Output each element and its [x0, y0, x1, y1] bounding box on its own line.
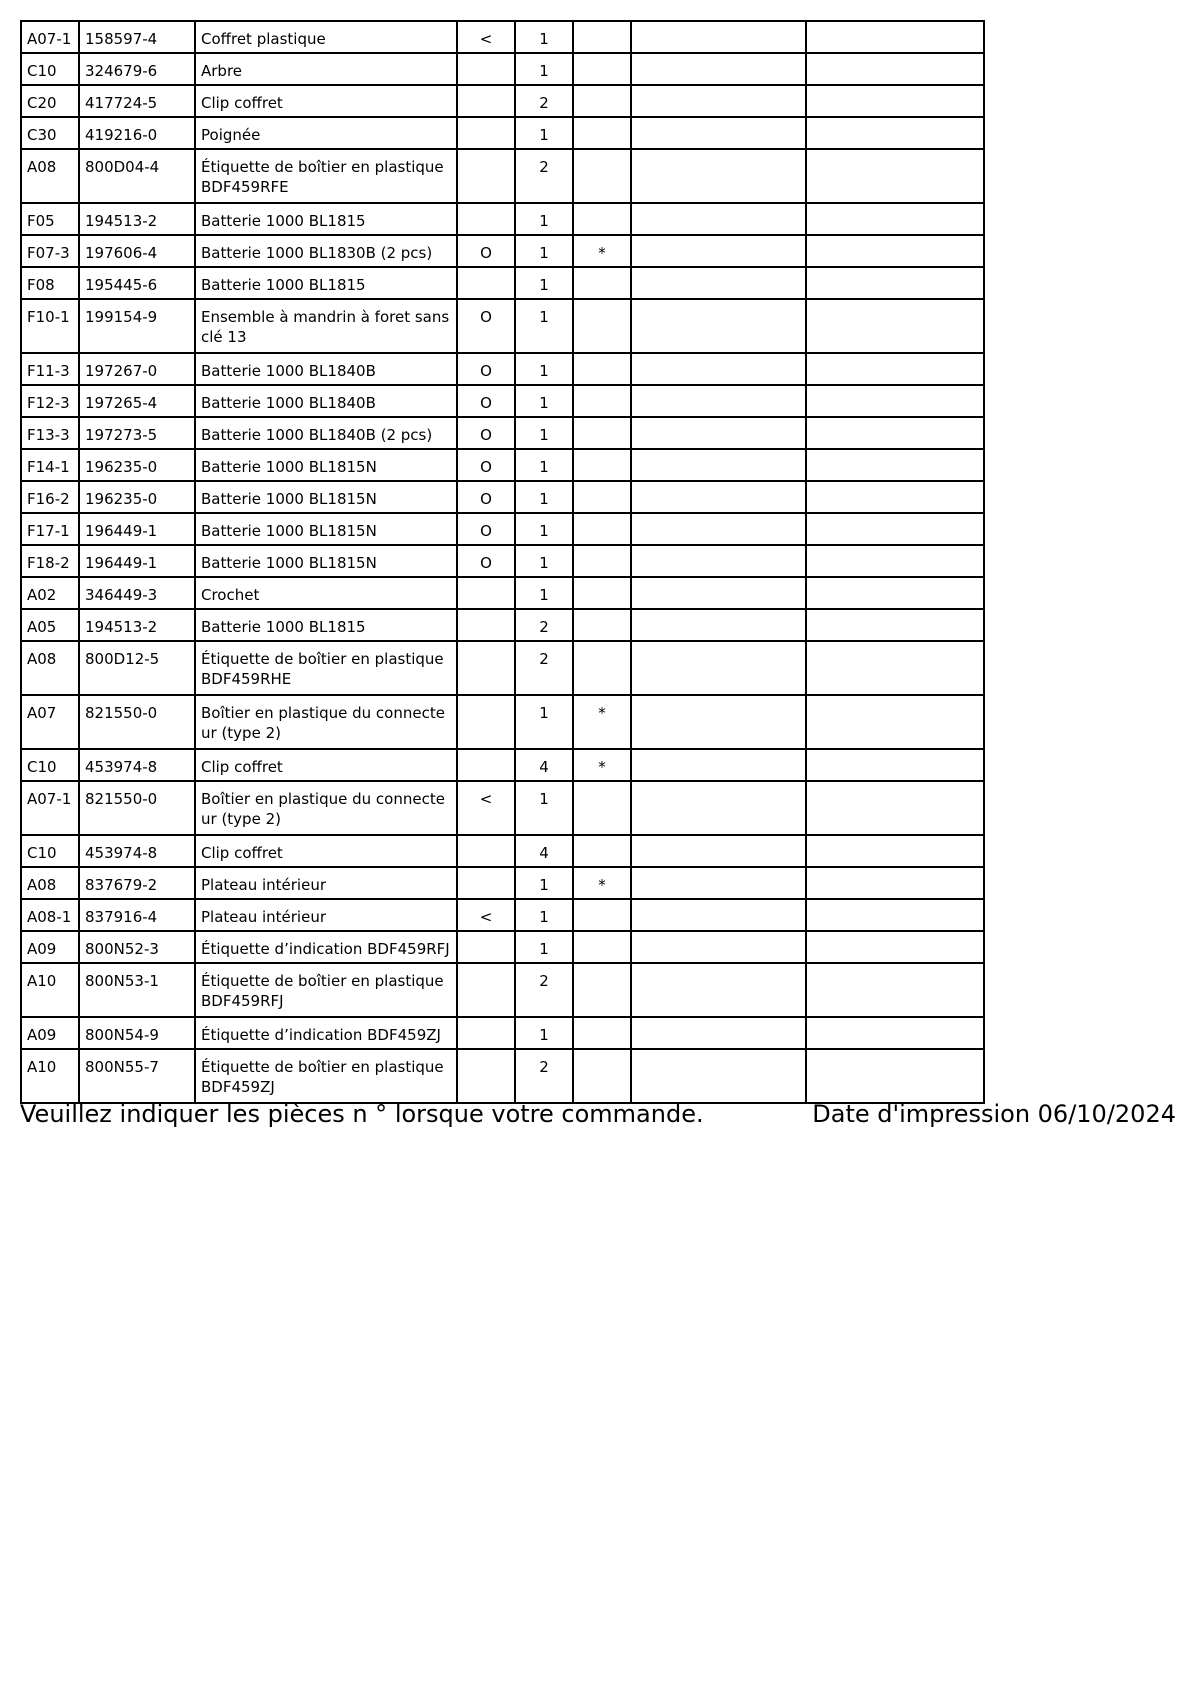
- quantity-cell: 1: [515, 899, 573, 931]
- note-cell: [573, 577, 631, 609]
- blank-cell: [631, 1017, 806, 1049]
- ref-cell: F05: [21, 203, 79, 235]
- blank-cell: [806, 449, 984, 481]
- note-cell: [573, 641, 631, 695]
- quantity-cell: 1: [515, 449, 573, 481]
- blank-cell: [631, 21, 806, 53]
- blank-cell: [806, 577, 984, 609]
- part-number-cell: 419216-0: [79, 117, 195, 149]
- table-row: [21, 641, 984, 695]
- description-cell: Batterie 1000 BL1815N: [195, 481, 457, 513]
- blank-cell: [806, 53, 984, 85]
- table-row: [21, 899, 984, 931]
- ref-cell: F16-2: [21, 481, 79, 513]
- part-number-cell: 800D12-5: [79, 641, 195, 695]
- blank-cell: [806, 749, 984, 781]
- description-cell: Arbre: [195, 53, 457, 85]
- note-cell: [573, 353, 631, 385]
- ref-cell: A08: [21, 641, 79, 695]
- mark-cell: [457, 53, 515, 85]
- ref-cell: A07-1: [21, 781, 79, 835]
- note-cell: [573, 417, 631, 449]
- blank-cell: [631, 117, 806, 149]
- ref-cell: C10: [21, 835, 79, 867]
- note-cell: [573, 299, 631, 353]
- blank-cell: [631, 353, 806, 385]
- description-cell: Étiquette de boîtier en plastique BDF459RFJ: [195, 963, 457, 1017]
- mark-cell: [457, 1017, 515, 1049]
- quantity-cell: 2: [515, 1049, 573, 1103]
- description-cell: Clip coffret: [195, 835, 457, 867]
- mark-cell: <: [457, 781, 515, 835]
- note-cell: [573, 513, 631, 545]
- mark-cell: [457, 609, 515, 641]
- table-row: [21, 85, 984, 117]
- description-cell: Poignée: [195, 117, 457, 149]
- ref-cell: C30: [21, 117, 79, 149]
- part-number-cell: 821550-0: [79, 781, 195, 835]
- table-row: [21, 481, 984, 513]
- blank-cell: [631, 203, 806, 235]
- note-cell: [573, 963, 631, 1017]
- part-number-cell: 195445-6: [79, 267, 195, 299]
- part-number-cell: 196235-0: [79, 481, 195, 513]
- ref-cell: F14-1: [21, 449, 79, 481]
- blank-cell: [806, 299, 984, 353]
- quantity-cell: 2: [515, 85, 573, 117]
- part-number-cell: 800N52-3: [79, 931, 195, 963]
- table-row: [21, 299, 984, 353]
- description-cell: Batterie 1000 BL1815N: [195, 513, 457, 545]
- part-number-cell: 196235-0: [79, 449, 195, 481]
- blank-cell: [631, 449, 806, 481]
- mark-cell: [457, 835, 515, 867]
- description-cell: Batterie 1000 BL1840B: [195, 385, 457, 417]
- table-row: [21, 203, 984, 235]
- blank-cell: [806, 695, 984, 749]
- mark-cell: [457, 117, 515, 149]
- part-number-cell: 453974-8: [79, 749, 195, 781]
- ref-cell: A10: [21, 1049, 79, 1103]
- part-number-cell: 197273-5: [79, 417, 195, 449]
- part-number-cell: 197265-4: [79, 385, 195, 417]
- blank-cell: [631, 299, 806, 353]
- quantity-cell: 1: [515, 53, 573, 85]
- ref-cell: A09: [21, 1017, 79, 1049]
- description-cell: Batterie 1000 BL1830B (2 pcs): [195, 235, 457, 267]
- note-cell: *: [573, 867, 631, 899]
- blank-cell: [806, 835, 984, 867]
- blank-cell: [631, 513, 806, 545]
- description-cell: Batterie 1000 BL1815N: [195, 545, 457, 577]
- quantity-cell: 2: [515, 641, 573, 695]
- note-cell: [573, 117, 631, 149]
- description-cell: Crochet: [195, 577, 457, 609]
- part-number-cell: 800N54-9: [79, 1017, 195, 1049]
- description-cell: Batterie 1000 BL1815: [195, 203, 457, 235]
- description-cell: Boîtier en plastique du connecte ur (type 2): [195, 781, 457, 835]
- quantity-cell: 1: [515, 695, 573, 749]
- blank-cell: [631, 267, 806, 299]
- table-row: [21, 867, 984, 899]
- table-row: [21, 545, 984, 577]
- blank-cell: [631, 899, 806, 931]
- quantity-cell: 2: [515, 149, 573, 203]
- ref-cell: A08: [21, 867, 79, 899]
- description-cell: Clip coffret: [195, 85, 457, 117]
- note-cell: [573, 609, 631, 641]
- mark-cell: O: [457, 385, 515, 417]
- quantity-cell: 1: [515, 417, 573, 449]
- quantity-cell: 1: [515, 353, 573, 385]
- ref-cell: A02: [21, 577, 79, 609]
- ref-cell: F12-3: [21, 385, 79, 417]
- ref-cell: A08-1: [21, 899, 79, 931]
- blank-cell: [806, 481, 984, 513]
- quantity-cell: 1: [515, 235, 573, 267]
- description-cell: Batterie 1000 BL1815: [195, 609, 457, 641]
- description-cell: Coffret plastique: [195, 21, 457, 53]
- table-row: [21, 235, 984, 267]
- quantity-cell: 1: [515, 931, 573, 963]
- blank-cell: [806, 117, 984, 149]
- note-cell: [573, 781, 631, 835]
- blank-cell: [806, 267, 984, 299]
- mark-cell: O: [457, 449, 515, 481]
- note-cell: *: [573, 695, 631, 749]
- mark-cell: [457, 149, 515, 203]
- blank-cell: [631, 481, 806, 513]
- quantity-cell: 1: [515, 117, 573, 149]
- description-cell: Boîtier en plastique du connecte ur (type 2): [195, 695, 457, 749]
- blank-cell: [806, 21, 984, 53]
- mark-cell: [457, 577, 515, 609]
- note-cell: [573, 481, 631, 513]
- ref-cell: F18-2: [21, 545, 79, 577]
- description-cell: Batterie 1000 BL1815: [195, 267, 457, 299]
- blank-cell: [631, 235, 806, 267]
- blank-cell: [806, 353, 984, 385]
- description-cell: Ensemble à mandrin à foret sans clé 13: [195, 299, 457, 353]
- mark-cell: [457, 695, 515, 749]
- description-cell: Étiquette de boîtier en plastique BDF459RFE: [195, 149, 457, 203]
- order-instruction-note: Veuillez indiquer les pièces n ° lorsque votre commande.: [20, 1100, 704, 1128]
- mark-cell: O: [457, 417, 515, 449]
- mark-cell: [457, 85, 515, 117]
- table-row: [21, 1049, 984, 1103]
- blank-cell: [631, 641, 806, 695]
- table-row: [21, 267, 984, 299]
- description-cell: Clip coffret: [195, 749, 457, 781]
- ref-cell: A05: [21, 609, 79, 641]
- blank-cell: [631, 85, 806, 117]
- description-cell: Plateau intérieur: [195, 867, 457, 899]
- blank-cell: [806, 899, 984, 931]
- mark-cell: <: [457, 899, 515, 931]
- blank-cell: [806, 781, 984, 835]
- note-cell: [573, 1049, 631, 1103]
- blank-cell: [631, 749, 806, 781]
- quantity-cell: 1: [515, 385, 573, 417]
- blank-cell: [806, 235, 984, 267]
- quantity-cell: 1: [515, 21, 573, 53]
- table-row: [21, 417, 984, 449]
- blank-cell: [631, 695, 806, 749]
- ref-cell: F11-3: [21, 353, 79, 385]
- quantity-cell: 1: [515, 203, 573, 235]
- part-number-cell: 800D04-4: [79, 149, 195, 203]
- blank-cell: [631, 545, 806, 577]
- table-row: [21, 385, 984, 417]
- table-row: [21, 449, 984, 481]
- quantity-cell: 2: [515, 963, 573, 1017]
- table-row: [21, 513, 984, 545]
- part-number-cell: 453974-8: [79, 835, 195, 867]
- blank-cell: [806, 545, 984, 577]
- description-cell: Plateau intérieur: [195, 899, 457, 931]
- table-row: [21, 117, 984, 149]
- quantity-cell: 1: [515, 299, 573, 353]
- table-row: [21, 149, 984, 203]
- quantity-cell: 1: [515, 513, 573, 545]
- blank-cell: [806, 149, 984, 203]
- note-cell: [573, 267, 631, 299]
- description-cell: Batterie 1000 BL1840B: [195, 353, 457, 385]
- quantity-cell: 1: [515, 481, 573, 513]
- mark-cell: [457, 1049, 515, 1103]
- description-cell: Étiquette de boîtier en plastique BDF459ZJ: [195, 1049, 457, 1103]
- table-row: [21, 21, 984, 53]
- table-row: [21, 353, 984, 385]
- blank-cell: [806, 963, 984, 1017]
- quantity-cell: 1: [515, 867, 573, 899]
- mark-cell: O: [457, 513, 515, 545]
- mark-cell: O: [457, 545, 515, 577]
- blank-cell: [631, 577, 806, 609]
- blank-cell: [806, 203, 984, 235]
- part-number-cell: 196449-1: [79, 545, 195, 577]
- quantity-cell: 1: [515, 577, 573, 609]
- ref-cell: A07-1: [21, 21, 79, 53]
- part-number-cell: 197267-0: [79, 353, 195, 385]
- ref-cell: F08: [21, 267, 79, 299]
- quantity-cell: 4: [515, 749, 573, 781]
- note-cell: [573, 149, 631, 203]
- part-number-cell: 837916-4: [79, 899, 195, 931]
- blank-cell: [806, 85, 984, 117]
- ref-cell: F10-1: [21, 299, 79, 353]
- ref-cell: A08: [21, 149, 79, 203]
- blank-cell: [806, 641, 984, 695]
- mark-cell: [457, 267, 515, 299]
- ref-cell: F07-3: [21, 235, 79, 267]
- note-cell: [573, 85, 631, 117]
- blank-cell: [806, 867, 984, 899]
- part-number-cell: 346449-3: [79, 577, 195, 609]
- note-cell: *: [573, 749, 631, 781]
- note-cell: [573, 385, 631, 417]
- description-cell: Batterie 1000 BL1815N: [195, 449, 457, 481]
- note-cell: [573, 899, 631, 931]
- quantity-cell: 1: [515, 1017, 573, 1049]
- table-row: [21, 749, 984, 781]
- part-number-cell: 800N55-7: [79, 1049, 195, 1103]
- part-number-cell: 324679-6: [79, 53, 195, 85]
- quantity-cell: 1: [515, 545, 573, 577]
- table-row: [21, 963, 984, 1017]
- blank-cell: [806, 417, 984, 449]
- ref-cell: F17-1: [21, 513, 79, 545]
- blank-cell: [631, 1049, 806, 1103]
- blank-cell: [806, 609, 984, 641]
- parts-table-body: [21, 21, 984, 1103]
- part-number-cell: 199154-9: [79, 299, 195, 353]
- note-cell: [573, 21, 631, 53]
- print-date: Date d'impression 06/10/2024: [812, 1100, 1176, 1128]
- blank-cell: [631, 781, 806, 835]
- blank-cell: [631, 149, 806, 203]
- blank-cell: [806, 1049, 984, 1103]
- part-number-cell: 837679-2: [79, 867, 195, 899]
- note-cell: [573, 203, 631, 235]
- mark-cell: O: [457, 481, 515, 513]
- description-cell: Étiquette d’indication BDF459RFJ: [195, 931, 457, 963]
- blank-cell: [806, 513, 984, 545]
- part-number-cell: 194513-2: [79, 609, 195, 641]
- quantity-cell: 1: [515, 781, 573, 835]
- table-row: [21, 781, 984, 835]
- table-row: [21, 609, 984, 641]
- note-cell: [573, 53, 631, 85]
- table-row: [21, 53, 984, 85]
- mark-cell: [457, 931, 515, 963]
- quantity-cell: 1: [515, 267, 573, 299]
- blank-cell: [806, 385, 984, 417]
- part-number-cell: 194513-2: [79, 203, 195, 235]
- blank-cell: [631, 867, 806, 899]
- mark-cell: O: [457, 299, 515, 353]
- part-number-cell: 800N53-1: [79, 963, 195, 1017]
- description-cell: Étiquette de boîtier en plastique BDF459RHE: [195, 641, 457, 695]
- mark-cell: [457, 749, 515, 781]
- quantity-cell: 4: [515, 835, 573, 867]
- part-number-cell: 197606-4: [79, 235, 195, 267]
- mark-cell: [457, 203, 515, 235]
- note-cell: [573, 449, 631, 481]
- table-row: [21, 835, 984, 867]
- part-number-cell: 158597-4: [79, 21, 195, 53]
- ref-cell: C10: [21, 749, 79, 781]
- blank-cell: [631, 931, 806, 963]
- mark-cell: <: [457, 21, 515, 53]
- mark-cell: O: [457, 235, 515, 267]
- blank-cell: [631, 835, 806, 867]
- part-number-cell: 821550-0: [79, 695, 195, 749]
- table-row: [21, 577, 984, 609]
- note-cell: [573, 545, 631, 577]
- blank-cell: [806, 931, 984, 963]
- blank-cell: [631, 417, 806, 449]
- note-cell: [573, 835, 631, 867]
- blank-cell: [631, 963, 806, 1017]
- mark-cell: [457, 867, 515, 899]
- mark-cell: [457, 641, 515, 695]
- blank-cell: [806, 1017, 984, 1049]
- description-cell: Batterie 1000 BL1840B (2 pcs): [195, 417, 457, 449]
- table-row: [21, 931, 984, 963]
- mark-cell: [457, 963, 515, 1017]
- part-number-cell: 417724-5: [79, 85, 195, 117]
- ref-cell: F13-3: [21, 417, 79, 449]
- table-row: [21, 695, 984, 749]
- mark-cell: O: [457, 353, 515, 385]
- ref-cell: A09: [21, 931, 79, 963]
- note-cell: [573, 931, 631, 963]
- part-number-cell: 196449-1: [79, 513, 195, 545]
- quantity-cell: 2: [515, 609, 573, 641]
- note-cell: *: [573, 235, 631, 267]
- blank-cell: [631, 385, 806, 417]
- ref-cell: A07: [21, 695, 79, 749]
- ref-cell: A10: [21, 963, 79, 1017]
- ref-cell: C20: [21, 85, 79, 117]
- parts-table: [20, 20, 985, 1104]
- note-cell: [573, 1017, 631, 1049]
- blank-cell: [631, 609, 806, 641]
- description-cell: Étiquette d’indication BDF459ZJ: [195, 1017, 457, 1049]
- table-row: [21, 1017, 984, 1049]
- ref-cell: C10: [21, 53, 79, 85]
- blank-cell: [631, 53, 806, 85]
